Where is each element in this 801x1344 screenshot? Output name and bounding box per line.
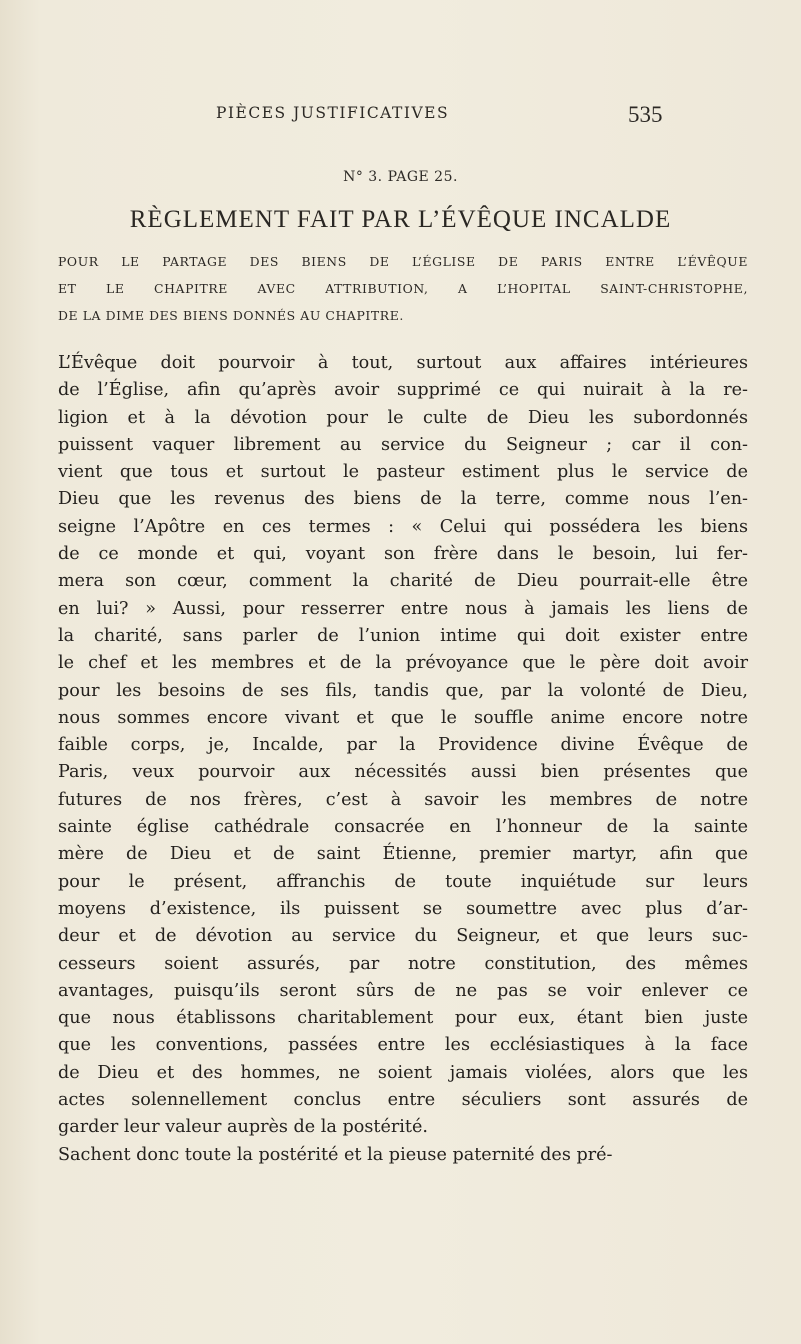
subtitle-line: ET LE CHAPITRE AVEC ATTRIBUTION, A L’HOPITAL SAINT-CHRISTOPHE, (58, 281, 748, 296)
body-line: avantages, puisqu’ils seront sûrs de ne pas se voir enlever ce (58, 980, 748, 1001)
document-number: N° 3. PAGE 25. (343, 169, 458, 185)
body-line: puissent vaquer librement au service du Seigneur ; car il con- (58, 434, 748, 455)
document-title: RÈGLEMENT FAIT PAR L’ÉVÊQUE INCALDE (129, 206, 672, 233)
body-line: deur et de dévotion au service du Seigneur, et que leurs suc- (58, 926, 748, 947)
body-line: actes solennellement conclus entre séculiers sont assurés de (58, 1090, 748, 1111)
body-line: faible corps, je, Incalde, par la Providence divine Évêque de (58, 735, 748, 756)
body-line: de l’Église, afin qu’après avoir supprimé ce qui nuirait à la re- (58, 380, 748, 401)
page-number: 535 (628, 102, 663, 127)
body-text (58, 350, 748, 1169)
body-line: pour le présent, affranchis de toute inquiétude sur leurs (58, 871, 748, 892)
body-line: Paris, veux pourvoir aux nécessités aussi bien présentes que (58, 762, 748, 783)
body-line: Sachent donc toute la postérité et la pieuse paternité des pré- (58, 1144, 613, 1165)
body-line: mera son cœur, comment la charité de Dieu pourrait-elle être (58, 571, 748, 592)
body-line: futures de nos frères, c’est à savoir les membres de notre (58, 789, 748, 810)
body-line: ligion et à la dévotion pour le culte de Dieu les subordonnés (58, 407, 748, 428)
body-line: L’Évêque doit pourvoir à tout, surtout aux affaires intérieures (58, 353, 748, 373)
body-line: moyens d’existence, ils puissent se soumettre avec plus d’ar- (58, 898, 748, 919)
running-head-title: PIÈCES JUSTIFICATIVES (216, 104, 450, 122)
body-line: le chef et les membres et de la prévoyance que le père doit avoir (58, 653, 748, 674)
body-line: en lui? » Aussi, pour resserrer entre nous à jamais les liens de (58, 598, 748, 619)
document-subtitle (58, 248, 748, 329)
body-line: pour les besoins de ses fils, tandis que, par la volonté de Dieu, (58, 680, 748, 701)
body-line: la charité, sans parler de l’union intime qui doit exister entre (58, 625, 748, 646)
body-line: mère de Dieu et de saint Étienne, premier martyr, afin que (58, 844, 748, 865)
body-line: sainte église cathédrale consacrée en l’honneur de la sainte (58, 817, 748, 838)
subtitle-line: DE LA DIME DES BIENS DONNÉS AU CHAPITRE. (58, 308, 404, 323)
running-head (0, 104, 801, 128)
body-line: que nous établissons charitablement pour eux, étant bien juste (58, 1008, 748, 1029)
body-line: de ce monde et qui, voyant son frère dans le besoin, lui fer- (58, 544, 748, 565)
body-line: Dieu que les revenus des biens de la terre, comme nous l’en- (58, 489, 748, 510)
body-line: nous sommes encore vivant et que le souffle anime encore notre (58, 707, 748, 728)
body-line: que les conventions, passées entre les ecclésiastiques à la face (58, 1035, 748, 1056)
body-line: de Dieu et des hommes, ne soient jamais violées, alors que les (58, 1062, 748, 1083)
body-line: cesseurs soient assurés, par notre constitution, des mêmes (58, 953, 748, 974)
body-line: garder leur valeur auprès de la postérité. (58, 1117, 428, 1138)
body-line: seigne l’Apôtre en ces termes : « Celui qui possédera les biens (58, 516, 748, 537)
body-line: vient que tous et surtout le pasteur estiment plus le service de (58, 462, 748, 483)
subtitle-line: POUR LE PARTAGE DES BIENS DE L’ÉGLISE DE PARIS ENTRE L’ÉVÊQUE (58, 254, 748, 269)
